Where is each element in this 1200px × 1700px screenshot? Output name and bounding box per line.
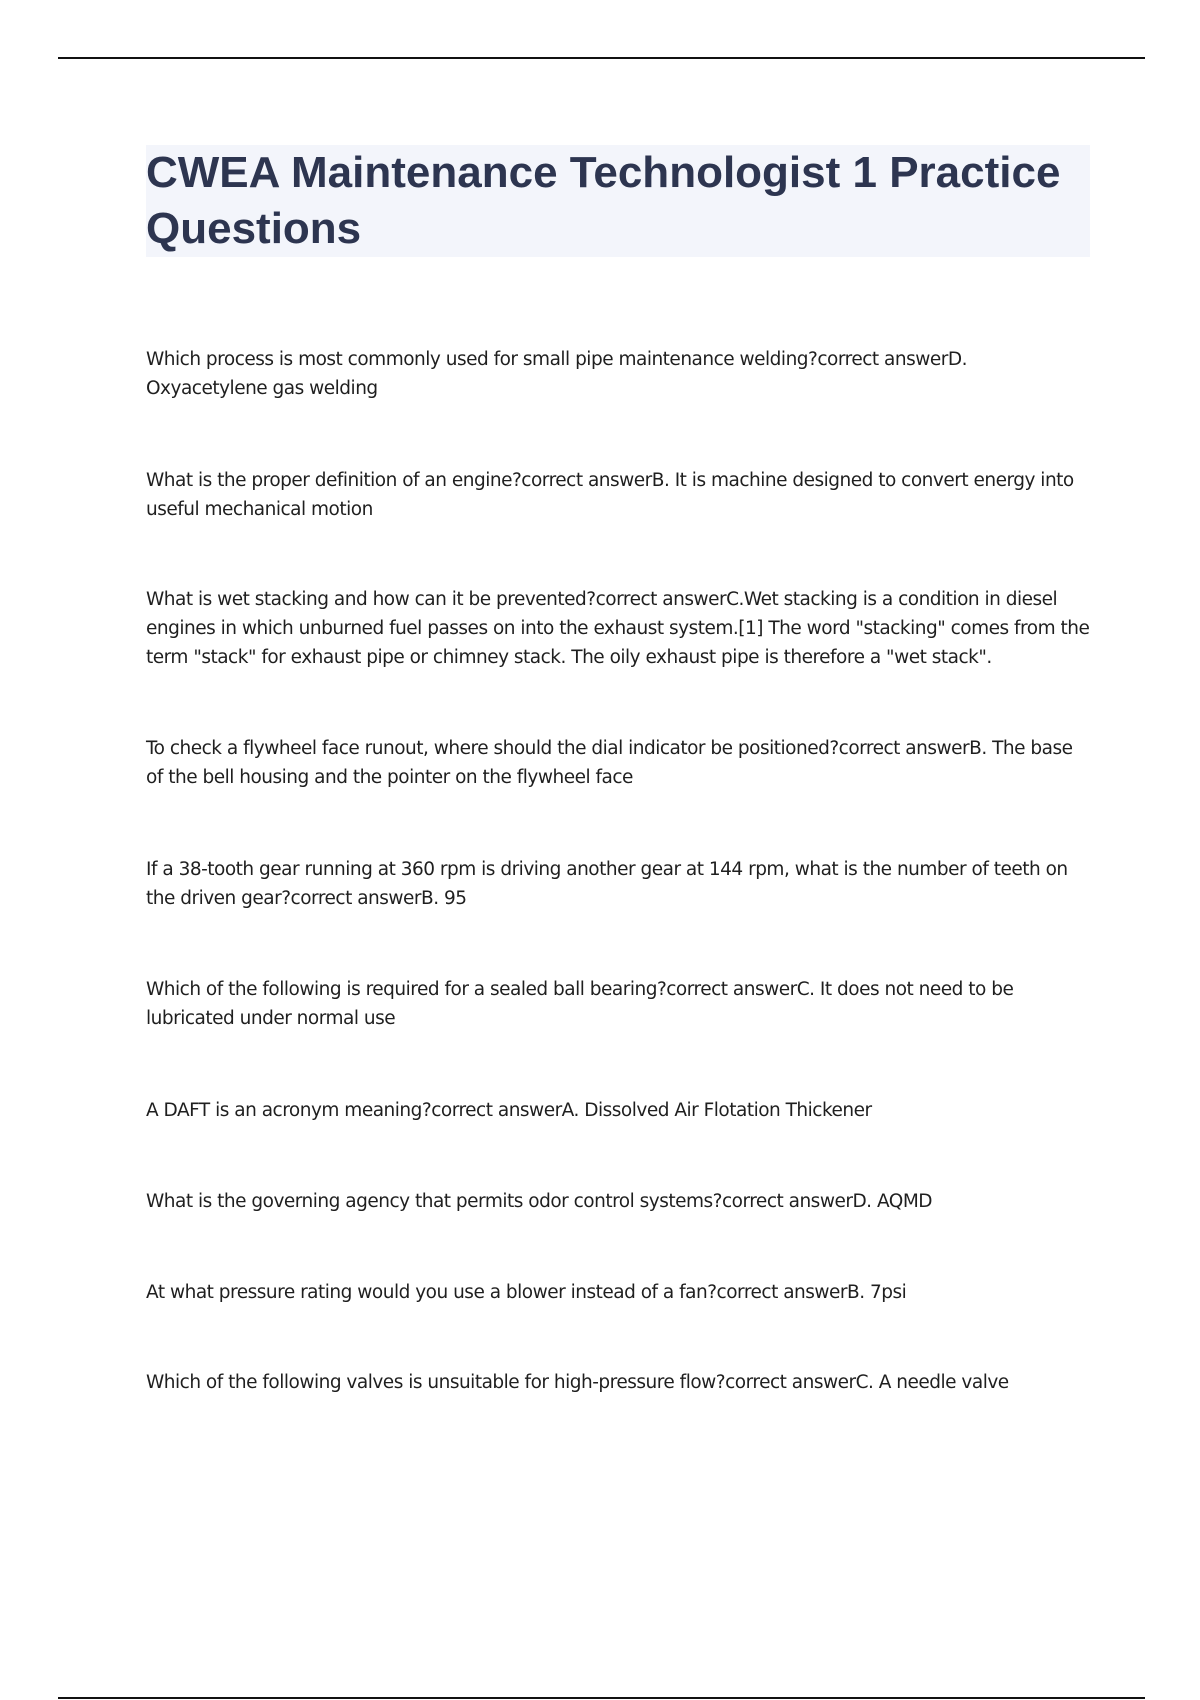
bottom-divider	[58, 1697, 1145, 1699]
question-3: What is wet stacking and how can it be prevented?correct answerC.Wet stacking is a condition in diesel engines in which unburned fuel passes on into the exhaust system.[1] The word "stacking" comes from the term "stack" for exhaust pipe or chimney stack. The oily exhaust pipe is therefore a "wet stack".	[146, 589, 1090, 668]
question-8: What is the governing agency that permits odor control systems?correct answerD. AQMD	[146, 1191, 933, 1212]
question-5: If a 38-tooth gear running at 360 rpm is driving another gear at 144 rpm, what is the number of teeth on the driven gear?correct answerB. 95	[146, 859, 1068, 909]
question-4: To check a flywheel face runout, where should the dial indicator be positioned?correct answerB. The base of the bell housing and the pointer on the flywheel face	[146, 738, 1073, 788]
title-banner	[146, 145, 1090, 257]
question-6: Which of the following is required for a sealed ball bearing?correct answerC. It does not need to be lubricated under normal use	[146, 979, 1014, 1029]
question-10: Which of the following valves is unsuitable for high-pressure flow?correct answerC. A needle valve	[146, 1372, 1009, 1393]
page-title: CWEA Maintenance Technologist 1 Practice Questions	[146, 148, 1061, 253]
question-1: Which process is most commonly used for small pipe maintenance welding?correct answerD. Oxyacetylene gas welding	[146, 349, 967, 399]
question-2: What is the proper definition of an engine?correct answerB. It is machine designed to convert energy into useful mechanical motion	[146, 470, 1074, 520]
top-divider	[58, 57, 1145, 59]
question-9: At what pressure rating would you use a blower instead of a fan?correct answerB. 7psi	[146, 1282, 907, 1303]
question-7: A DAFT is an acronym meaning?correct answerA. Dissolved Air Flotation Thickener	[146, 1100, 872, 1121]
